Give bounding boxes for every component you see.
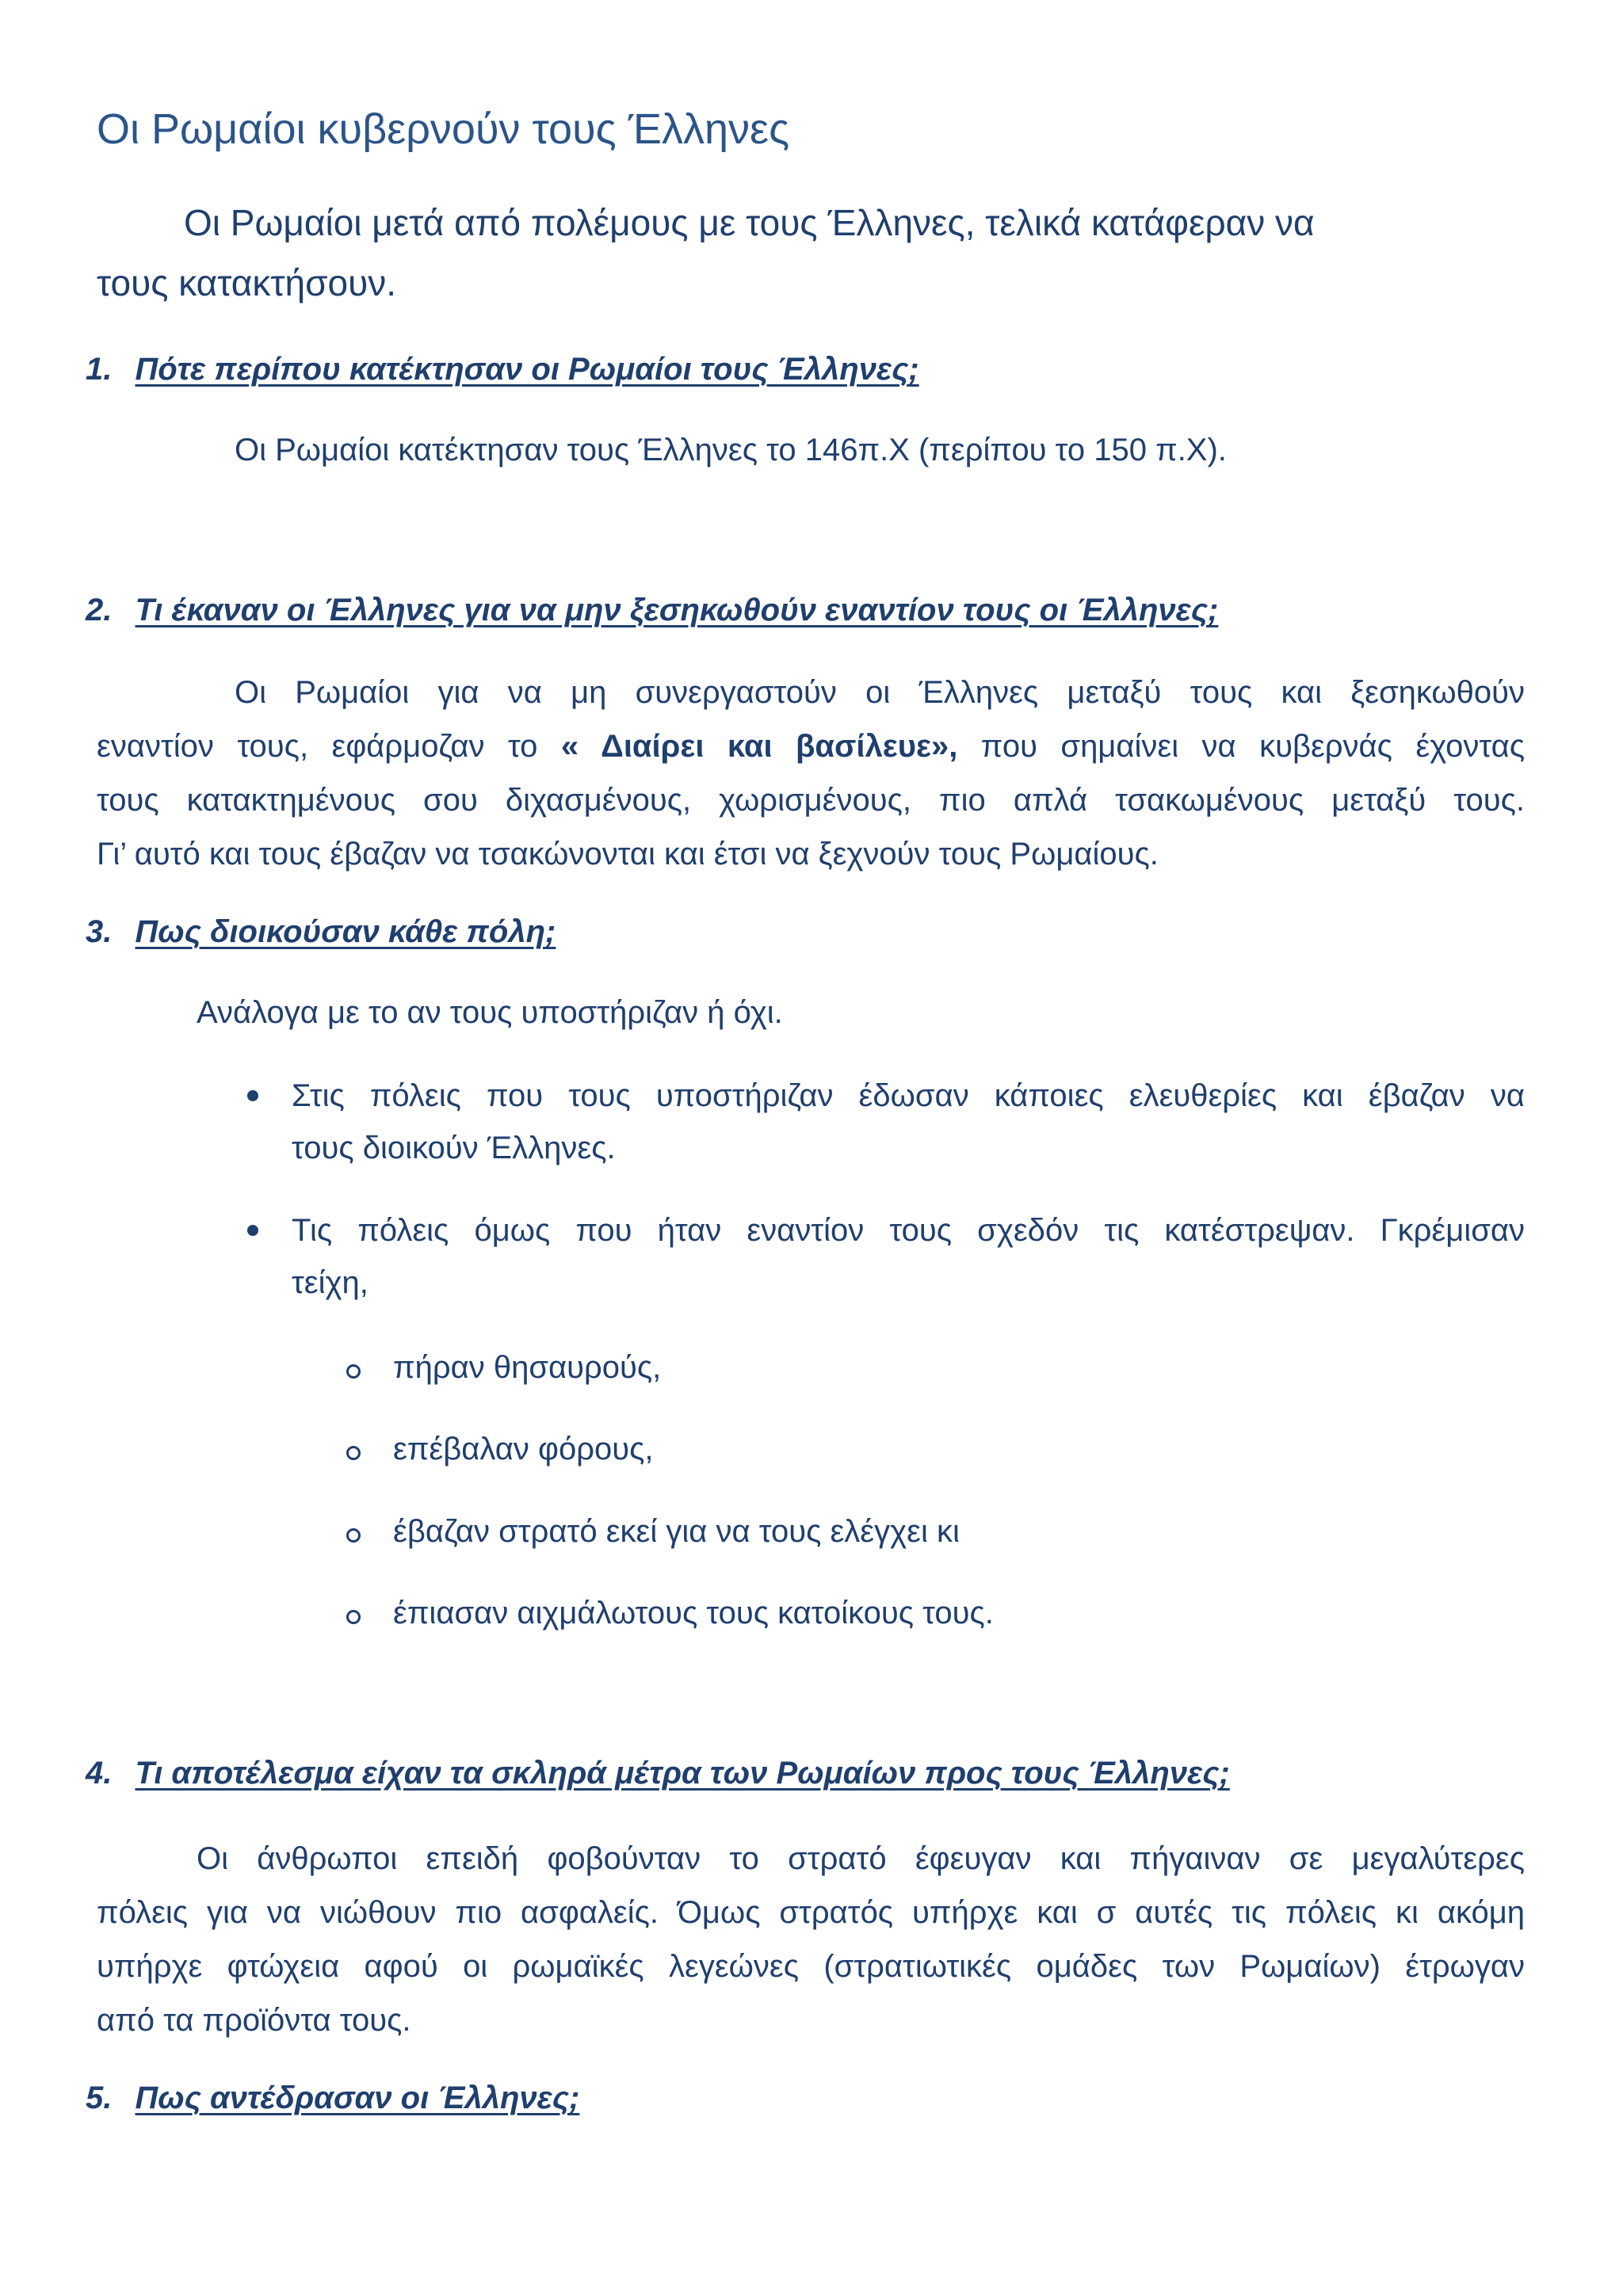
answer-4-line-1: Οι άνθρωποι επειδή φοβούνταν το στρατό έφευγαν και πήγαιναν σε μεγαλύτερες (197, 1841, 1525, 1876)
question-number: 1. (86, 352, 113, 387)
bullet-2-line-2: τείχη, (292, 1265, 369, 1300)
question-1 (86, 352, 919, 387)
question-number: 2. (86, 593, 113, 627)
answer-2-line-3: τους κατακτημένους σου διχασμένους, χωρισμένους, πιο απλά τσακωμένους μεταξύ τους. (97, 783, 1525, 818)
bullet-1-line-2: τους διοικούν Έλληνες. (292, 1131, 616, 1165)
question-5 (86, 2081, 579, 2116)
question-number: 3. (86, 914, 113, 949)
question-text: Πότε περίπου κατέκτησαν οι Ρωμαίοι τους Έλληνες; (135, 352, 919, 387)
sub-bullet-circle (346, 1364, 361, 1379)
bullet-dot (247, 1090, 258, 1101)
question-3 (86, 914, 556, 950)
answer-3-bullet-1 (292, 1070, 1525, 1174)
sub-bullet-circle (346, 1610, 361, 1624)
answer-4-line-4: από τα προϊόντα τους. (97, 2003, 411, 2038)
question-number: 4. (86, 1756, 113, 1791)
answer-2-line-2-end: που σημαίνει να κυβερνάς έχοντας (980, 729, 1526, 764)
question-text: Πως διοικούσαν κάθε πόλη; (135, 914, 556, 949)
sub-bullet-circle (346, 1528, 361, 1543)
question-text: Τι αποτέλεσμα είχαν τα σκληρά μέτρα των Ρωμαίων προς τους Έλληνες; (135, 1756, 1230, 1791)
sub-item-1: πήραν θησαυρούς, (393, 1350, 662, 1385)
question-4 (86, 1756, 1230, 1791)
answer-3-bullet-2 (292, 1204, 1525, 1309)
answer-4-line-2: πόλεις για να νιώθουν πιο ασφαλείς. Όμως στρατός υπήρχε και σ αυτές τις πόλεις κι ακόμη (97, 1895, 1525, 1930)
answer-1: Οι Ρωμαίοι κατέκτησαν τους Έλληνες το 146π.Χ (περίπου το 150 π.Χ). (235, 433, 1227, 467)
answer-4 (97, 1832, 1525, 2047)
answer-2-line-1: Οι Ρωμαίοι για να μη συνεργαστούν οι Έλληνες μεταξύ τους και ξεσηκωθούν (235, 675, 1525, 710)
question-number: 5. (86, 2081, 113, 2115)
intro-line-2: τους κατακτήσουν. (97, 262, 397, 303)
bullet-1-line-1: Στις πόλεις που τους υποστήριζαν έδωσαν κάποιες ελευθερίες και έβαζαν να (292, 1078, 1525, 1113)
page-title: Οι Ρωμαίοι κυβερνούν τους Έλληνες (97, 105, 790, 153)
answer-2-line-4: Γι’ αυτό και τους έβαζαν να τσακώνονται και έτσι να ξεχνούν τους Ρωμαίους. (97, 837, 1159, 871)
sub-item-4: έπιασαν αιχμάλωτους τους κατοίκους τους. (393, 1596, 994, 1630)
sub-item-2: επέβαλαν φόρους, (393, 1432, 654, 1466)
question-text: Πως αντέδρασαν οι Έλληνες; (135, 2081, 580, 2115)
motto-bold: « Διαίρει και βασίλευε», (560, 729, 958, 764)
sub-item-3: έβαζαν στρατό εκεί για να τους ελέγχει κι (393, 1514, 960, 1549)
answer-2-line-2 (97, 719, 1525, 773)
question-text: Τι έκαναν οι Έλληνες για να μην ξεσηκωθούν εναντίον τους οι Έλληνες; (135, 593, 1219, 627)
answer-4-line-3: υπήρχε φτώχεια αφού οι ρωμαϊκές λεγεώνες (στρατιωτικές ομάδες των Ρωμαίων) έτρωγαν (97, 1949, 1525, 1984)
bullet-dot (247, 1225, 258, 1236)
sub-bullet-circle (346, 1446, 361, 1460)
bullet-2-line-1: Τις πόλεις όμως που ήταν εναντίον τους σχεδόν τις κατέστρεψαν. Γκρέμισαν (292, 1213, 1525, 1248)
answer-3-lead: Ανάλογα με το αν τους υποστήριζαν ή όχι. (197, 995, 783, 1030)
answer-2 (97, 666, 1525, 881)
intro-line-1: Οι Ρωμαίοι μετά από πολέμους με τους Έλληνες, τελικά κατάφεραν να (184, 202, 1315, 243)
answer-2-line-2-start: εναντίον τους, εφάρμοζαν το (97, 729, 538, 764)
question-2 (86, 593, 1218, 628)
